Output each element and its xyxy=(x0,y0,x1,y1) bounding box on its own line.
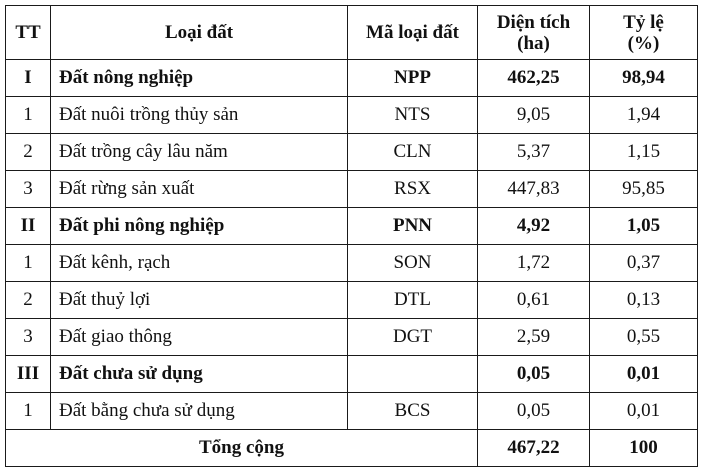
row-tt: 1 xyxy=(6,393,51,430)
row-tt: I xyxy=(6,60,51,97)
table-row xyxy=(6,319,698,356)
table-row xyxy=(6,134,698,171)
header-land-code: Mã loại đất xyxy=(348,6,478,60)
header-tt: TT xyxy=(6,6,51,60)
row-tt: 3 xyxy=(6,171,51,208)
header-percent-line1: Tỷ lệ xyxy=(623,11,664,33)
row-area: 0,05 xyxy=(478,356,590,393)
row-percent: 0,37 xyxy=(590,245,698,282)
row-land-code: NPP xyxy=(348,60,478,97)
row-area: 462,25 xyxy=(478,60,590,97)
row-land-type: Đất nuôi trồng thủy sản xyxy=(51,97,348,134)
row-tt: 1 xyxy=(6,245,51,282)
row-percent: 1,05 xyxy=(590,208,698,245)
row-area: 0,61 xyxy=(478,282,590,319)
row-land-code: CLN xyxy=(348,134,478,171)
row-percent: 0,55 xyxy=(590,319,698,356)
header-area-line1: Diện tích xyxy=(496,11,571,33)
header-land-type: Loại đất xyxy=(51,6,348,60)
row-percent: 1,94 xyxy=(590,97,698,134)
total-area: 467,22 xyxy=(478,430,590,467)
total-percent: 100 xyxy=(590,430,698,467)
table-row xyxy=(6,208,698,245)
row-land-code: NTS xyxy=(348,97,478,134)
row-percent: 0,01 xyxy=(590,356,698,393)
row-land-code: DTL xyxy=(348,282,478,319)
row-land-type: Đất giao thông xyxy=(51,319,348,356)
row-tt: III xyxy=(6,356,51,393)
row-land-code xyxy=(348,356,478,393)
header-row xyxy=(6,6,698,60)
row-land-type: Đất rừng sản xuất xyxy=(51,171,348,208)
row-percent: 0,13 xyxy=(590,282,698,319)
row-tt: 2 xyxy=(6,282,51,319)
row-percent: 0,01 xyxy=(590,393,698,430)
row-percent: 1,15 xyxy=(590,134,698,171)
row-land-code: DGT xyxy=(348,319,478,356)
row-tt: 2 xyxy=(6,134,51,171)
row-area: 9,05 xyxy=(478,97,590,134)
land-use-table xyxy=(5,5,698,467)
row-land-code: SON xyxy=(348,245,478,282)
header-percent-line2: (%) xyxy=(627,32,660,54)
row-area: 0,05 xyxy=(478,393,590,430)
row-land-type: Đất chưa sử dụng xyxy=(51,356,348,393)
row-land-code: RSX xyxy=(348,171,478,208)
row-area: 2,59 xyxy=(478,319,590,356)
row-land-code: PNN xyxy=(348,208,478,245)
table-row xyxy=(6,245,698,282)
table-row xyxy=(6,393,698,430)
row-percent: 98,94 xyxy=(590,60,698,97)
table-row xyxy=(6,60,698,97)
row-land-type: Đất bằng chưa sử dụng xyxy=(51,393,348,430)
row-land-type: Đất nông nghiệp xyxy=(51,60,348,97)
table-row xyxy=(6,282,698,319)
row-land-type: Đất thuỷ lợi xyxy=(51,282,348,319)
total-row xyxy=(6,430,698,467)
header-percent xyxy=(590,6,698,60)
row-area: 447,83 xyxy=(478,171,590,208)
table-row xyxy=(6,356,698,393)
row-land-type: Đất kênh, rạch xyxy=(51,245,348,282)
total-label: Tổng cộng xyxy=(6,430,478,467)
row-land-type: Đất trồng cây lâu năm xyxy=(51,134,348,171)
header-area-line2: (ha) xyxy=(517,32,550,54)
row-land-type: Đất phi nông nghiệp xyxy=(51,208,348,245)
row-land-code: BCS xyxy=(348,393,478,430)
row-area: 4,92 xyxy=(478,208,590,245)
row-area: 5,37 xyxy=(478,134,590,171)
row-area: 1,72 xyxy=(478,245,590,282)
row-tt: 1 xyxy=(6,97,51,134)
row-percent: 95,85 xyxy=(590,171,698,208)
table-row xyxy=(6,171,698,208)
row-tt: II xyxy=(6,208,51,245)
row-tt: 3 xyxy=(6,319,51,356)
header-area xyxy=(478,6,590,60)
table-row xyxy=(6,97,698,134)
